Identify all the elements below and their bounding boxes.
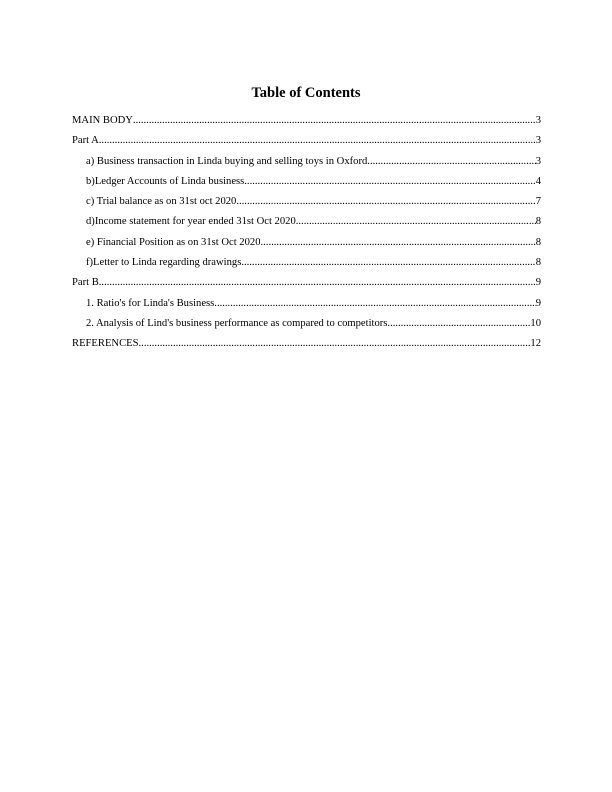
toc-entry-ratios[interactable] [72, 297, 541, 317]
toc-dot-leader [236, 195, 535, 208]
toc-page-number: 9 [535, 297, 541, 309]
toc-dot-leader [139, 337, 531, 350]
toc-entry-text: f)Letter to Linda regarding drawings [86, 257, 242, 269]
toc-title: Table of Contents [251, 85, 361, 101]
toc-dot-leader [367, 155, 535, 168]
toc-dot-leader [133, 114, 536, 127]
toc-page-number: 3 [535, 135, 541, 147]
toc-dot-leader [244, 175, 535, 188]
toc-page-number: 4 [535, 175, 541, 187]
toc-entry-text: e) Financial Position as on 31st Oct 2020 [86, 236, 261, 248]
toc-entry-main-body[interactable] [72, 114, 541, 134]
toc-entry-analysis[interactable] [72, 317, 541, 337]
toc-entry-text: a) Business transaction in Linda buying and selling toys in Oxford [86, 155, 368, 167]
toc-entry-part-b[interactable] [72, 276, 541, 296]
toc-entry-references[interactable] [72, 337, 541, 357]
toc-entry-business-transaction[interactable] [72, 155, 541, 175]
toc-entry-ledger-accounts[interactable] [72, 175, 541, 195]
toc-page-number: 3 [535, 155, 541, 167]
toc-page-number: 8 [535, 216, 541, 228]
toc-dot-leader [99, 276, 536, 289]
toc-entry-trial-balance[interactable] [72, 195, 541, 215]
toc-page-number: 12 [530, 338, 541, 350]
toc-list [72, 114, 541, 358]
toc-page-number: 8 [535, 257, 541, 269]
toc-dot-leader [296, 215, 536, 228]
toc-entry-part-a[interactable] [72, 134, 541, 154]
toc-entry-text: c) Trial balance as on 31st oct 2020 [86, 196, 237, 208]
toc-entry-financial-position[interactable] [72, 236, 541, 256]
toc-page-number: 8 [535, 236, 541, 248]
toc-page-number: 10 [530, 317, 541, 329]
toc-dot-leader [261, 236, 536, 249]
toc-entry-text: 1. Ratio's for Linda's Business [86, 297, 215, 309]
toc-entry-text: b)Ledger Accounts of Linda business [86, 175, 245, 187]
toc-entry-income-statement[interactable] [72, 215, 541, 235]
toc-page-number: 7 [535, 196, 541, 208]
toc-page-number: 9 [535, 277, 541, 289]
toc-entry-letter-drawings[interactable] [72, 256, 541, 276]
toc-entry-text: d)Income statement for year ended 31st Oct 2020 [86, 216, 296, 228]
toc-entry-text: MAIN BODY [72, 115, 133, 126]
toc-entry-text: Part B [72, 277, 99, 289]
toc-dot-leader [387, 317, 530, 330]
toc-dot-leader [241, 256, 535, 269]
toc-entry-text: Part A [72, 135, 99, 147]
toc-page-number: 3 [535, 115, 541, 126]
toc-entry-text: REFERENCES [72, 338, 139, 350]
toc-entry-text: 2. Analysis of Lind's business performance as compared to competitors [86, 317, 388, 329]
toc-dot-leader [99, 134, 536, 147]
toc-dot-leader [214, 297, 535, 310]
